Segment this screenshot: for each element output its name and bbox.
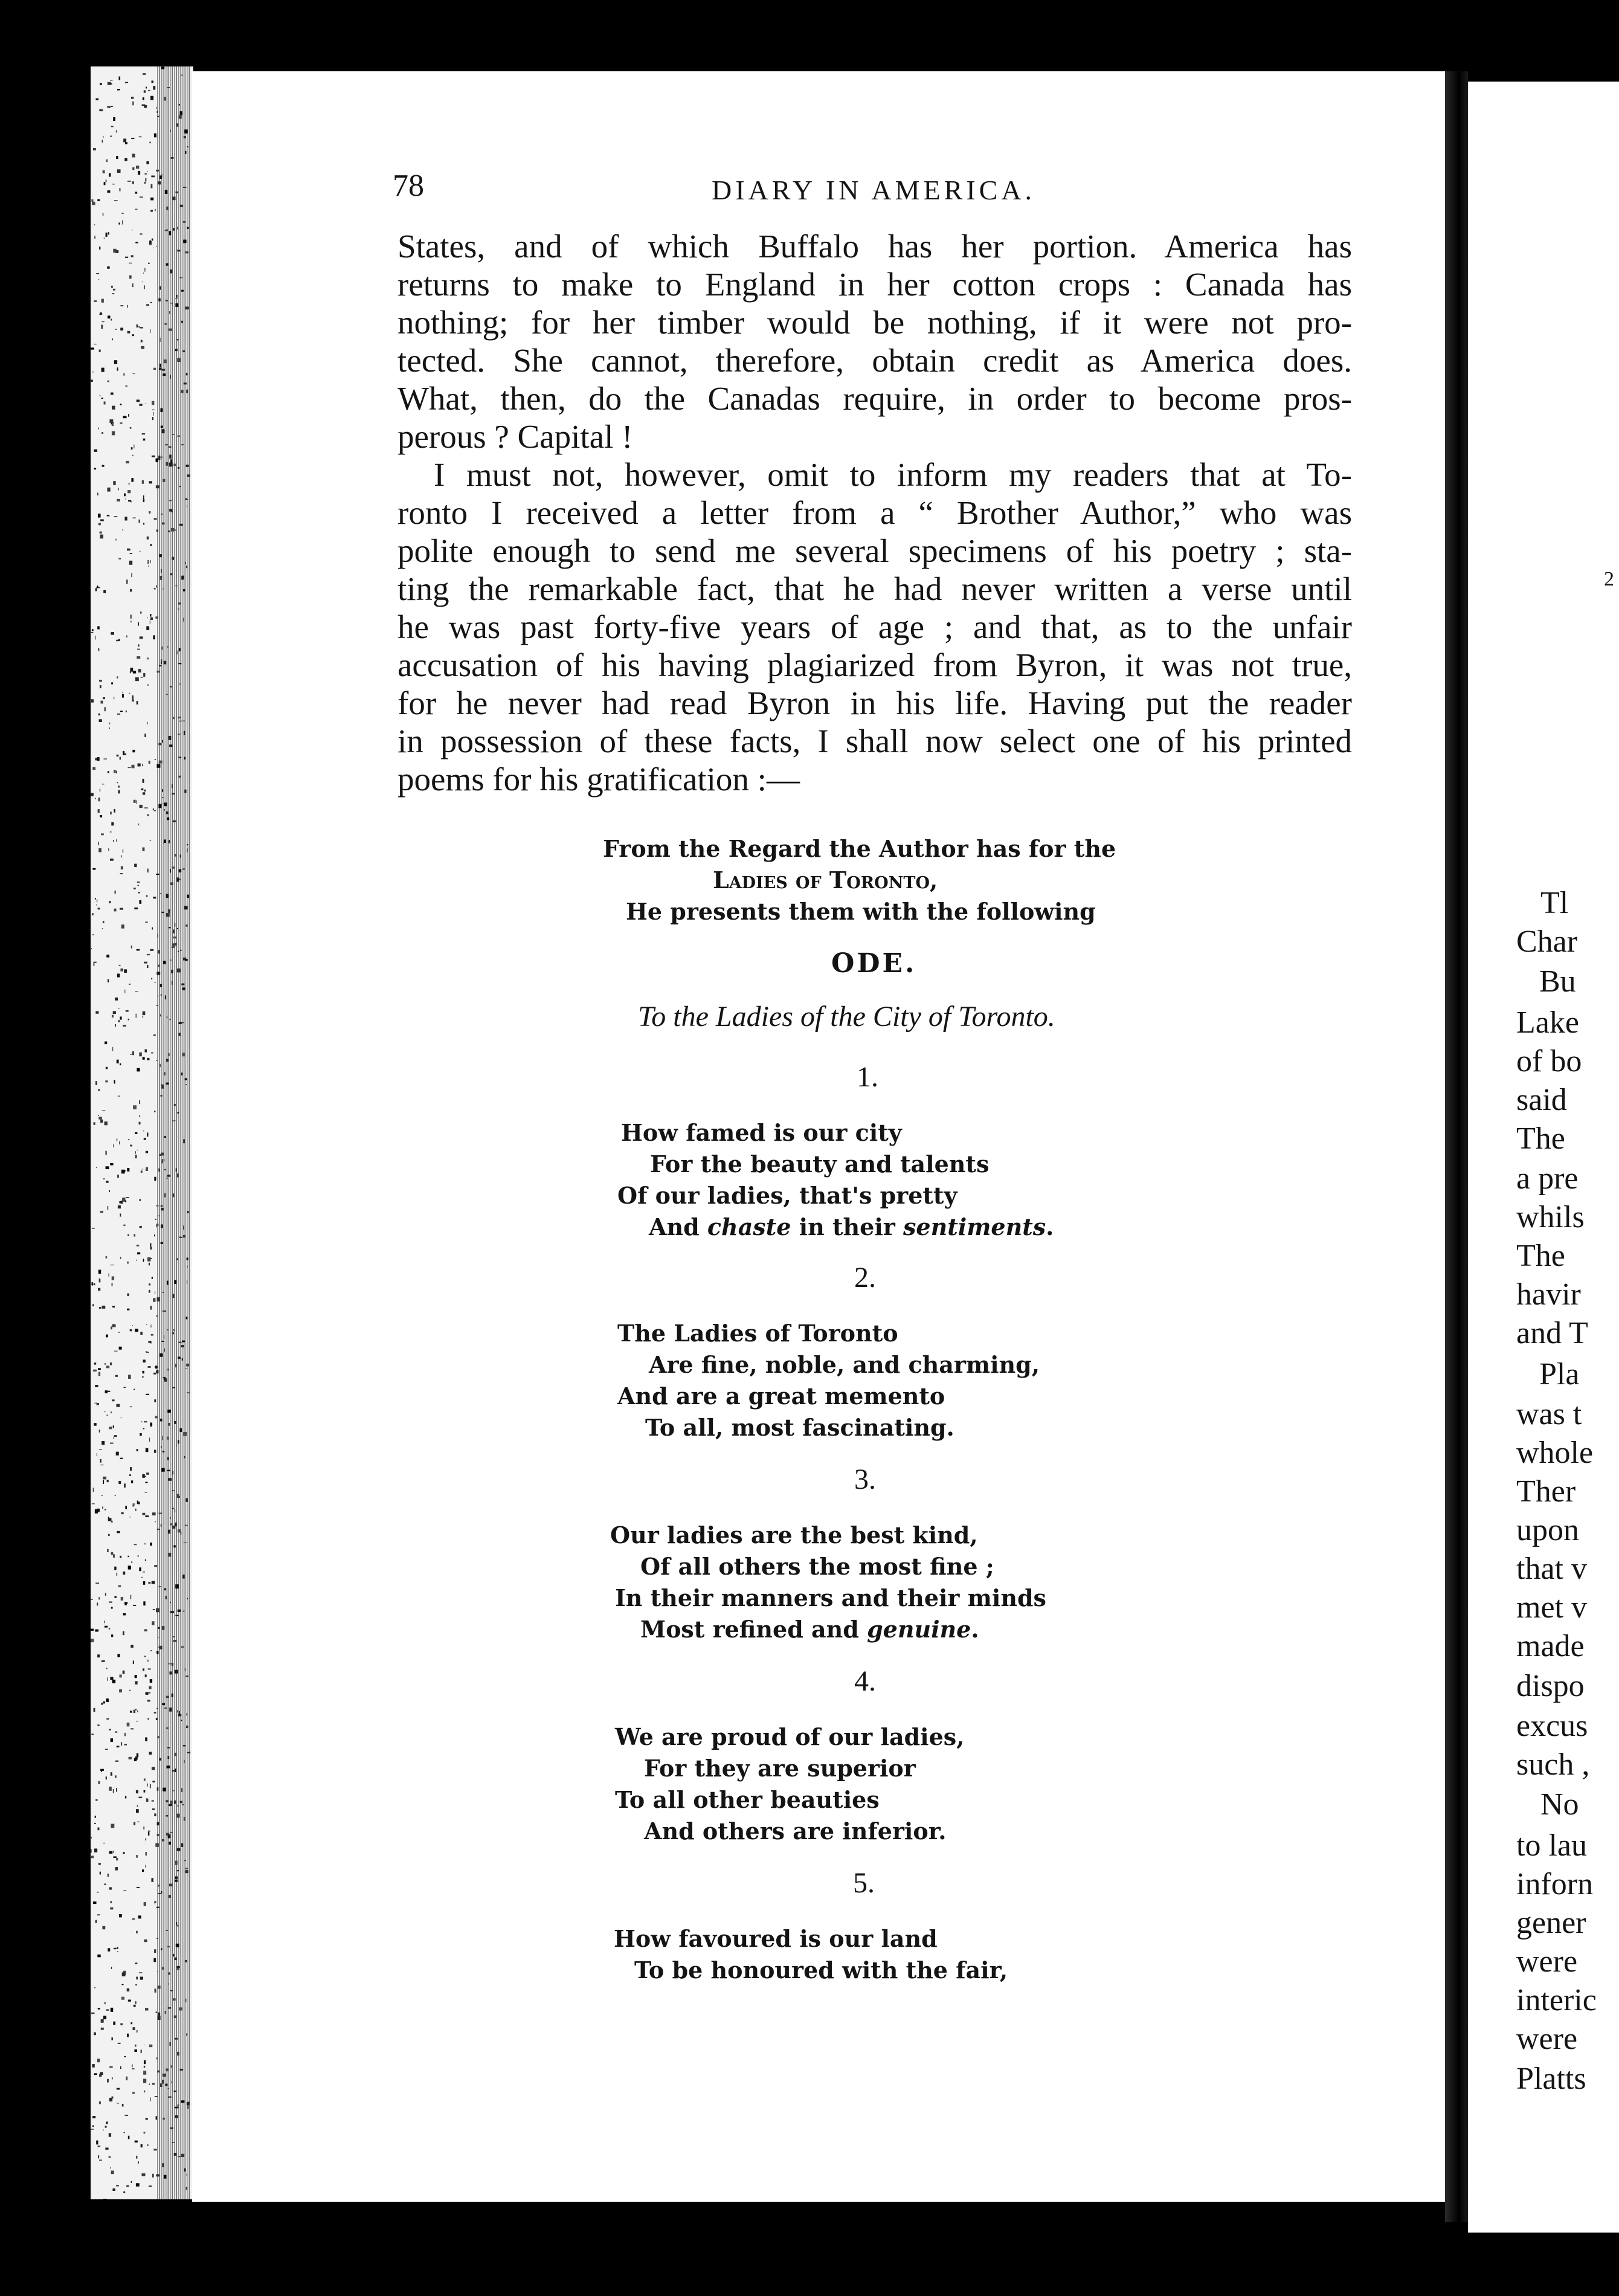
right-page-line: whole [1516, 1436, 1594, 1470]
running-head: DIARY IN AMERICA. [712, 175, 1036, 205]
body-line: polite enough to send me several specimens of his poetry ; sta- [398, 532, 1352, 569]
right-page-line: Char [1516, 924, 1578, 959]
poem-line: And are a great memento [617, 1382, 945, 1410]
poem-preface-line: From the Regard the Author has for the [603, 835, 1116, 862]
stanza-number: 3. [854, 1463, 876, 1495]
body-line: States, and of which Buffalo has her portion. America has [398, 228, 1352, 265]
poem-line [649, 1212, 1054, 1242]
page-number: 78 [393, 169, 424, 203]
right-page-line: was t [1516, 1397, 1582, 1431]
right-page-line: No [1540, 1787, 1579, 1822]
poem-preface-line: Ladies of Toronto, [713, 866, 938, 894]
right-page-line: Ther [1516, 1474, 1576, 1509]
poem-line: In their manners and their minds [615, 1584, 1046, 1611]
right-page-line: upon [1516, 1513, 1579, 1547]
speckle-texture [91, 66, 193, 2199]
right-page-line: inforn [1516, 1867, 1594, 1901]
poem-line: How favoured is our land [614, 1925, 938, 1952]
body-line: tected. She cannot, therefore, obtain credit as America does. [398, 342, 1352, 379]
poem-line: Of our ladies, that's pretty [617, 1182, 958, 1209]
stanza-number: 1. [857, 1061, 878, 1093]
poem-line: The Ladies of Toronto [617, 1320, 898, 1347]
poem-line-emphasis: chaste [707, 1213, 791, 1240]
poem-line: For the beauty and talents [650, 1150, 990, 1178]
right-page-line: made [1516, 1629, 1585, 1663]
left-page [192, 71, 1445, 2202]
poem-line: Our ladies are the best kind, [610, 1521, 978, 1549]
poem-line: To all, most fascinating. [645, 1414, 954, 1441]
right-page-line: gener [1516, 1906, 1586, 1940]
poem-line-emphasis: genuine [867, 1616, 971, 1643]
book-gutter [1445, 71, 1468, 2222]
poem-line: We are proud of our ladies, [615, 1723, 965, 1750]
body-line: for he never had read Byron in his life. Having put the reader [398, 685, 1352, 721]
body-line: in possession of these facts, I shall now select one of his printed [398, 723, 1352, 759]
stanza-number: 2. [854, 1262, 876, 1294]
poem-line: To all other beauties [615, 1786, 880, 1813]
body-line: ting the remarkable fact, that he had never written a verse until [398, 570, 1352, 607]
body-line: ronto I received a letter from a “ Brother Author,” who was [398, 494, 1352, 531]
page-fore-edge [91, 66, 193, 2199]
poem-line-part: Most refined and [640, 1616, 867, 1643]
body-line: nothing; for her timber would be nothing, if it were not pro- [398, 304, 1352, 341]
right-page-line: that v [1516, 1552, 1587, 1586]
right-page-line: Platts [1516, 2062, 1586, 2096]
poem-line: For they are superior [644, 1755, 916, 1782]
right-page-line: whils [1516, 1200, 1585, 1234]
right-page-line: interic [1516, 1983, 1597, 2017]
poem-line: How famed is our city [621, 1119, 902, 1146]
body-line: accusation of his having plagiarized from Byron, it was not true, [398, 647, 1352, 683]
right-page-line: to lau [1516, 1828, 1587, 1863]
right-page-line: were [1516, 1944, 1578, 1979]
poem-line-part: in their [791, 1213, 904, 1240]
poem-line-part: . [971, 1616, 979, 1643]
poem-line-emphasis: sentiments [903, 1213, 1046, 1240]
poem-line: Are fine, noble, and charming, [649, 1351, 1040, 1378]
right-page-line: The [1516, 1239, 1565, 1273]
right-page-line: Pla [1539, 1357, 1580, 1391]
body-line: What, then, do the Canadas require, in order to become pros- [398, 380, 1352, 417]
right-page-mark: 2 [1604, 568, 1614, 590]
poem-dedication: To the Ladies of the City of Toronto. [638, 1001, 1055, 1033]
poem-line: And others are inferior. [644, 1817, 947, 1845]
right-page-line: Tl [1540, 886, 1569, 920]
poem-line-part: And [649, 1213, 707, 1240]
right-page-line: excus [1516, 1709, 1588, 1743]
poem-line-part: . [1046, 1213, 1054, 1240]
right-page-line: dispo [1516, 1669, 1585, 1703]
stanza-number: 5. [853, 1867, 875, 1899]
body-line: returns to make to England in her cotton crops : Canada has [398, 266, 1352, 303]
right-page-line: and T [1516, 1316, 1588, 1350]
right-page-line: met v [1516, 1590, 1587, 1625]
poem-preface-line: He presents them with the following [626, 898, 1096, 925]
body-line: I must not, however, omit to inform my readers that at To- [434, 456, 1352, 493]
right-page-line: The [1516, 1121, 1565, 1156]
poem-title: ODE. [831, 948, 917, 979]
right-page-peek [1468, 82, 1619, 2233]
poem-line: To be honoured with the fair, [634, 1956, 1008, 1984]
right-page-line: such , [1516, 1747, 1590, 1782]
right-page-line: of bo [1516, 1044, 1582, 1079]
body-line: perous ? Capital ! [398, 418, 633, 455]
right-page-line: Lake [1516, 1005, 1579, 1040]
poem-line: Of all others the most fine ; [640, 1553, 994, 1580]
right-page-line: havir [1516, 1277, 1581, 1312]
body-line: he was past forty-five years of age ; and that, as to the unfair [398, 608, 1352, 645]
body-line: poems for his gratification :— [398, 761, 800, 798]
right-page-line: were [1516, 2022, 1578, 2056]
stanza-number: 4. [854, 1665, 876, 1697]
right-page-line: Bu [1539, 964, 1576, 999]
right-page-line: a pre [1516, 1161, 1579, 1196]
poem-line [640, 1614, 979, 1645]
right-page-line: said [1516, 1083, 1567, 1117]
